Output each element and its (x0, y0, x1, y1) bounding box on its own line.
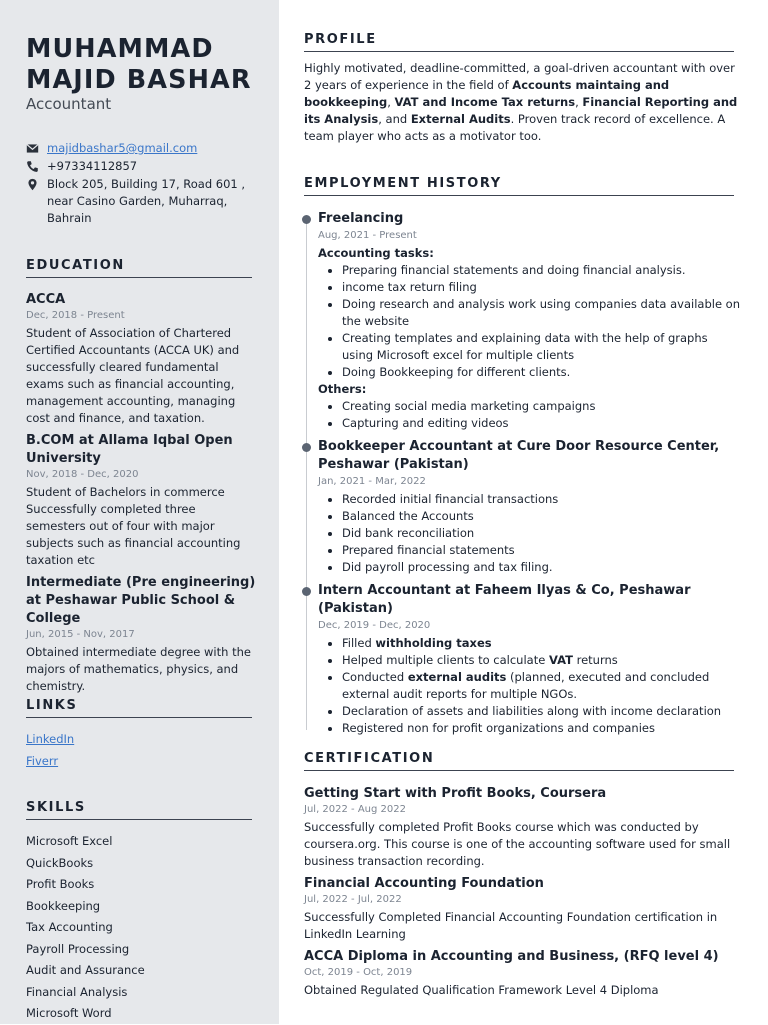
links-heading: LINKS (26, 698, 252, 718)
task-group-label: Others: (318, 382, 367, 396)
phone-icon (26, 160, 39, 173)
name-line-1: MUHAMMAD (26, 34, 214, 64)
task-item: • Creating social media marketing campaigns (342, 398, 740, 415)
skill-item: Tax Accounting (26, 920, 113, 934)
name-line-2: MAJID BASHAR (26, 65, 252, 95)
main-content (279, 0, 768, 1024)
certification-heading: CERTIFICATION (304, 751, 734, 771)
education-item (26, 432, 258, 569)
linkedin-link[interactable]: LinkedIn (26, 732, 75, 746)
job-entry (304, 582, 740, 737)
task-list (318, 262, 740, 381)
task-item: • Did bank reconciliation (342, 525, 740, 542)
timeline-dot (302, 443, 311, 452)
education-description: Student of Association of Chartered Certified Accountants (ACCA UK) and successfully cleared fundamental exams such as financial accounting, management accounting, managing cost and finance, and taxation. (26, 326, 240, 425)
task-item: • Doing research and analysis work using companies data available on the website (342, 296, 740, 330)
job-title: Intern Accountant at Faheem Ilyas & Co, Peshawar (Pakistan) (318, 583, 691, 616)
task-list (318, 635, 740, 737)
education-title: B.COM at Allama Iqbal Open University (26, 433, 233, 466)
profile-summary: Highly motivated, deadline-committed, a goal-driven accountant with over 2 years of experience in the field of Accounts maintaing and bookkeeping, VAT and Income Tax returns, Financial Reporting and its Analysis, and External Audits. Proven track record of excellence. A team player who acts as a motivator too. (304, 61, 738, 143)
timeline-dot (302, 215, 311, 224)
education-description: Student of Bachelors in commerce Successfully completed three semesters out of four with major subjects such as financial accounting taxation etc (26, 485, 241, 567)
skill-item: Bookkeeping (26, 898, 101, 913)
skills-heading: SKILLS (26, 800, 252, 820)
task-item: • Creating templates and explaining data with the help of graphs using Microsoft excel for multiple clients (342, 330, 740, 364)
task-item: • Capturing and editing videos (342, 415, 740, 432)
task-item: • Declaration of assets and liabilities along with income declaration (342, 703, 740, 720)
task-list (318, 398, 740, 432)
certification-description: Successfully Completed Financial Accounting Foundation certification in LinkedIn Learning (304, 910, 718, 941)
job-title: Accountant (26, 95, 112, 113)
envelope-icon (26, 142, 39, 155)
certification-description: Obtained Regulated Qualification Framework Level 4 Diploma (304, 983, 659, 997)
task-item: • Balanced the Accounts (342, 508, 740, 525)
task-item: • Doing Bookkeeping for different clients. (342, 364, 740, 381)
phone-number: +97334112857 (47, 159, 138, 173)
skill-item: Microsoft Excel (26, 834, 113, 848)
sidebar (0, 0, 279, 1024)
candidate-name (26, 34, 266, 96)
certification-date: Oct, 2019 - Oct, 2019 (304, 967, 413, 978)
task-item: • Did payroll processing and tax filing. (342, 559, 740, 576)
education-heading: EDUCATION (26, 258, 252, 278)
contact-details (26, 140, 256, 228)
phone-row (26, 158, 256, 175)
education-date: Jun, 2015 - Nov, 2017 (26, 629, 135, 640)
certification-title: Financial Accounting Foundation (304, 876, 544, 891)
education-date: Dec, 2018 - Present (26, 310, 125, 321)
certification-title: ACCA Diploma in Accounting and Business, (RFQ level 4) (304, 949, 719, 964)
task-group-label: Accounting tasks: (318, 246, 434, 260)
skill-item: Microsoft Word (26, 1006, 112, 1020)
skill-item: Profit Books (26, 877, 95, 891)
education-item (26, 291, 258, 427)
job-title: Bookkeeper Accountant at Cure Door Resource Center, Peshawar (Pakistan) (318, 439, 720, 472)
education-description: Obtained intermediate degree with the majors of mathematics, physics, and chemistry. (26, 645, 251, 693)
certification-item (304, 875, 740, 943)
task-list (318, 491, 740, 576)
task-item: • income tax return filing (342, 279, 740, 296)
certification-date: Jul, 2022 - Aug 2022 (304, 804, 406, 815)
certification-item (304, 785, 740, 870)
education-item (26, 574, 258, 695)
profile-heading: PROFILE (304, 32, 734, 52)
skill-item: Financial Analysis (26, 984, 128, 999)
task-item: • Helped multiple clients to calculate VAT returns (342, 652, 740, 669)
fiverr-link[interactable]: Fiverr (26, 754, 59, 768)
task-item: • Filled withholding taxes (342, 635, 740, 652)
address: Block 205, Building 17, Road 601 , near Casino Garden, Muharraq, Bahrain (47, 177, 246, 225)
certification-description: Successfully completed Profit Books course which was conducted by coursera.org. This course is one of the accounting software used for small business transaction recording. (304, 820, 731, 868)
task-item: • Conducted external audits (planned, executed and concluded external audit reports for multiple NGOs. (342, 669, 740, 703)
certification-list (304, 785, 740, 1004)
skill-item: QuickBooks (26, 855, 94, 870)
email-link[interactable]: majidbashar5@gmail.com (47, 141, 198, 155)
task-item: • Recorded initial financial transactions (342, 491, 740, 508)
job-title: Freelancing (318, 211, 404, 226)
certification-title: Getting Start with Profit Books, Coursera (304, 786, 607, 801)
skill-item: Payroll Processing (26, 941, 130, 956)
task-item: • Registered non for profit organizations and companies (342, 720, 740, 737)
task-item: • Prepared financial statements (342, 542, 740, 559)
skills-list (26, 831, 258, 1025)
job-entry (304, 438, 740, 576)
education-title: ACCA (26, 292, 66, 307)
links-list (26, 728, 258, 772)
certification-date: Jul, 2022 - Jul, 2022 (304, 894, 402, 905)
job-date: Dec, 2019 - Dec, 2020 (318, 620, 431, 631)
timeline-dot (302, 587, 311, 596)
email-row (26, 140, 256, 157)
certification-item (304, 948, 740, 999)
location-pin-icon (26, 178, 39, 191)
skill-item: Audit and Assurance (26, 963, 145, 977)
education-title: Intermediate (Pre engineering) at Peshawar Public School & College (26, 575, 256, 626)
task-item: • Preparing financial statements and doing financial analysis. (342, 262, 740, 279)
education-date: Nov, 2018 - Dec, 2020 (26, 469, 139, 480)
education-list (26, 291, 258, 700)
employment-timeline (304, 210, 740, 737)
employment-heading: EMPLOYMENT HISTORY (304, 176, 734, 196)
job-date: Aug, 2021 - Present (318, 230, 417, 241)
job-entry (304, 210, 740, 432)
job-date: Jan, 2021 - Mar, 2022 (318, 476, 426, 487)
address-row (26, 176, 256, 227)
